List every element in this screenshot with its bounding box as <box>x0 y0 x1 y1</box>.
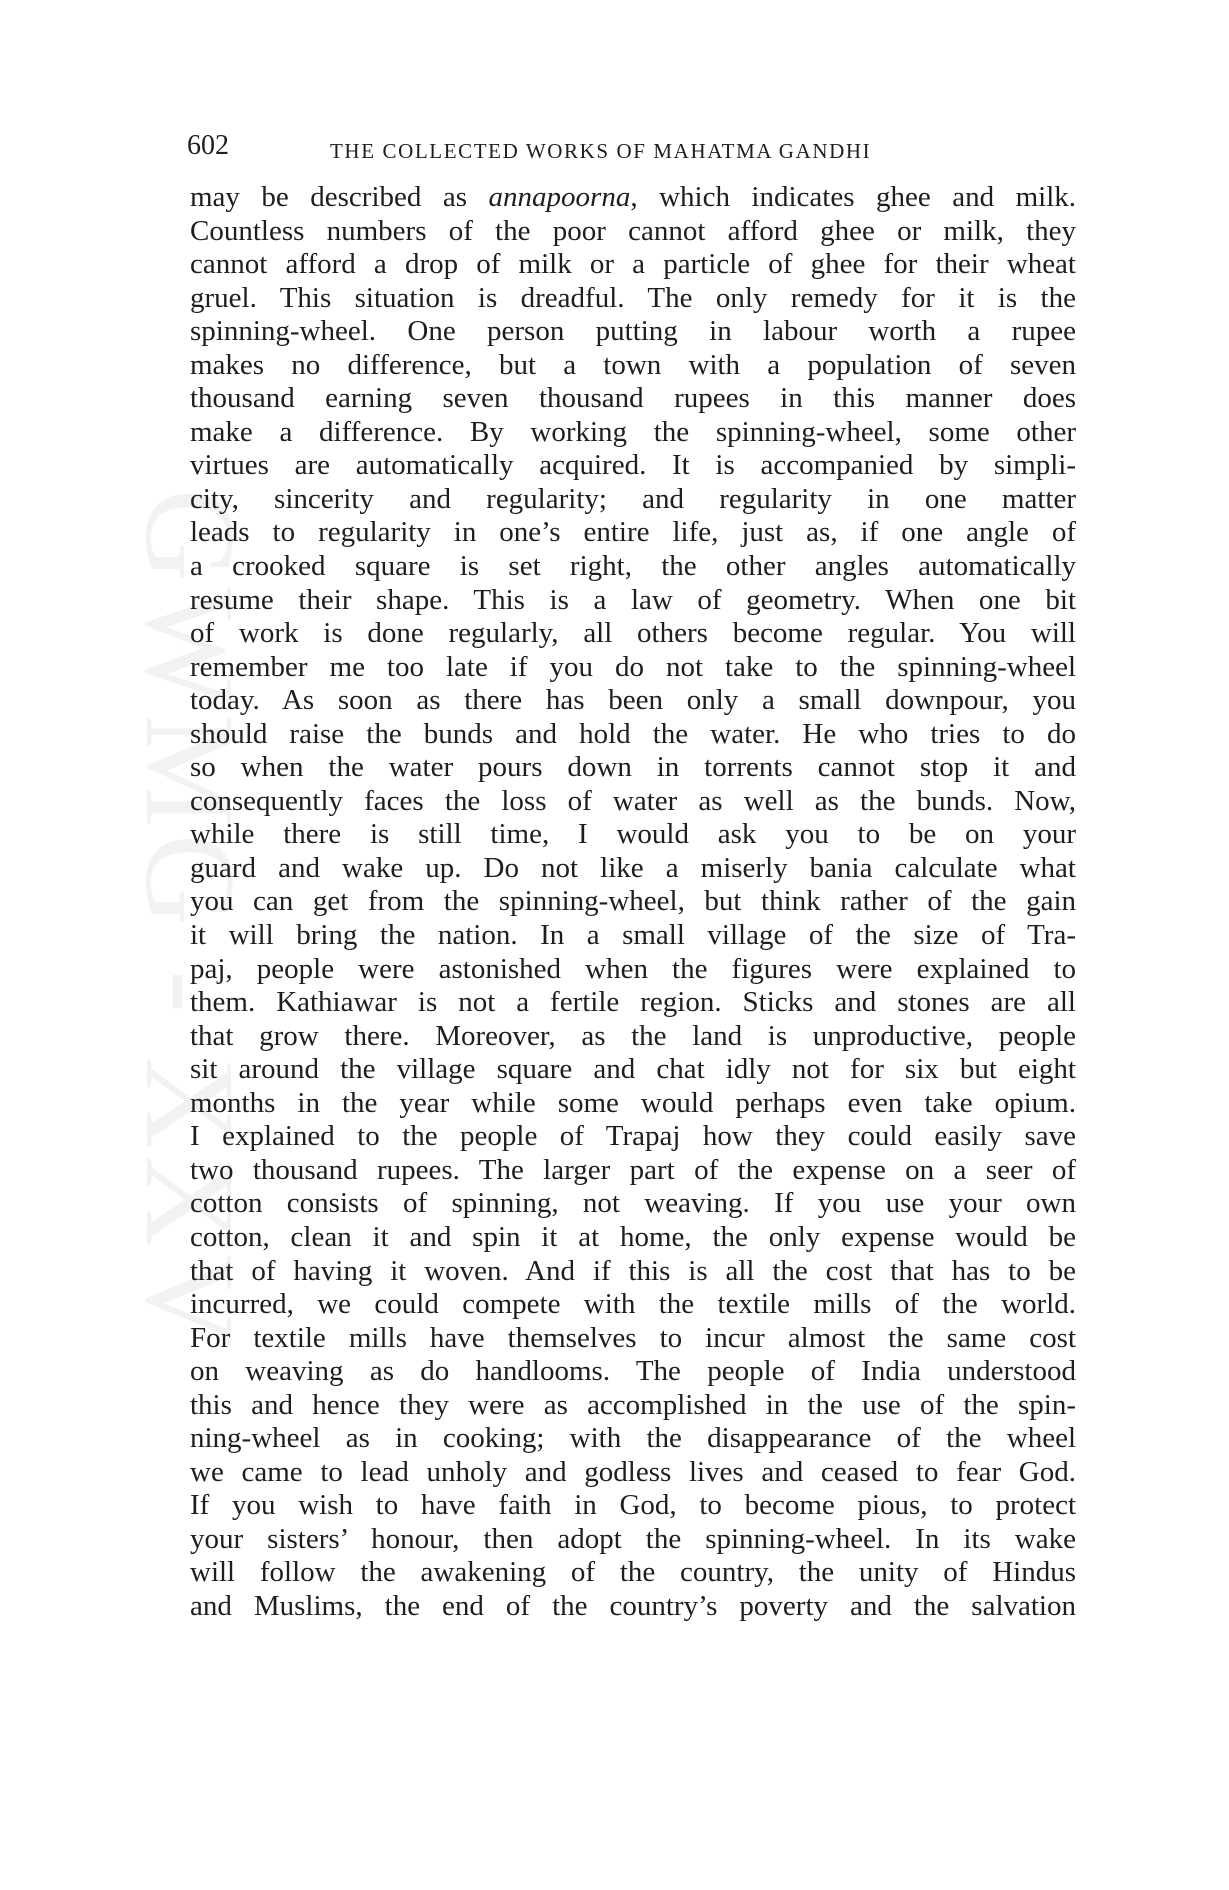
text-line: of work is done regularly, all others become regular. You will <box>190 617 1076 650</box>
text-line: makes no difference, but a town with a population of seven <box>190 348 1076 381</box>
text-line: and Muslims, the end of the country’s poverty and the salvation <box>190 1589 1076 1622</box>
text-line: spinning-wheel. One person putting in labour worth a rupee <box>190 315 1076 348</box>
text-line-part: , which indicates ghee and milk. <box>630 181 1076 213</box>
text-line: I explained to the people of Trapaj how they could easily save <box>190 1120 1076 1153</box>
text-line: it will bring the nation. In a small village of the size of Tra- <box>190 919 1076 952</box>
text-line: Countless numbers of the poor cannot afford ghee or milk, they <box>190 214 1076 247</box>
text-line: If you wish to have faith in God, to become pious, to protect <box>190 1489 1076 1522</box>
page-number: 602 <box>187 130 229 161</box>
text-line: two thousand rupees. The larger part of the expense on a seer of <box>190 1153 1076 1186</box>
text-line: while there is still time, I would ask you to be on your <box>190 818 1076 851</box>
text-line: will follow the awakening of the country, the unity of Hindus <box>190 1556 1076 1589</box>
text-line: that grow there. Moreover, as the land is unproductive, people <box>190 1019 1076 1052</box>
text-line: should raise the bunds and hold the water. He who tries to do <box>190 717 1076 750</box>
watermark-text: GWMG - XXV <box>119 488 262 1352</box>
text-line: a crooked square is set right, the other angles automatically <box>190 550 1076 583</box>
text-line: that of having it woven. And if this is all the cost that has to be <box>190 1254 1076 1287</box>
text-line: gruel. This situation is dreadful. The only remedy for it is the <box>190 281 1076 314</box>
text-line: remember me too late if you do not take to the spinning-wheel <box>190 650 1076 683</box>
text-line: you can get from the spinning-wheel, but think rather of the gain <box>190 885 1076 918</box>
text-line: resume their shape. This is a law of geometry. When one bit <box>190 583 1076 616</box>
italic-term: annapoorna <box>488 181 631 213</box>
text-line: consequently faces the loss of water as well as the bunds. Now, <box>190 784 1076 817</box>
text-line: today. As soon as there has been only a small downpour, you <box>190 684 1076 717</box>
text-line: For textile mills have themselves to incur almost the same cost <box>190 1321 1076 1354</box>
text-line: your sisters’ honour, then adopt the spinning-wheel. In its wake <box>190 1522 1076 1555</box>
text-line: make a difference. By working the spinning-wheel, some other <box>190 415 1076 448</box>
text-line: sit around the village square and chat idly not for six but eight <box>190 1053 1076 1086</box>
running-head: THE COLLECTED WORKS OF MAHATMA GANDHI <box>330 139 872 163</box>
text-line: this and hence they were as accomplished in the use of the spin- <box>190 1388 1076 1421</box>
text-line: paj, people were astonished when the figures were explained to <box>190 952 1076 985</box>
text-line: them. Kathiawar is not a fertile region. Sticks and stones are all <box>190 986 1076 1019</box>
text-line: guard and wake up. Do not like a miserly bania calculate what <box>190 851 1076 884</box>
text-line: months in the year while some would perhaps even take opium. <box>190 1086 1076 1119</box>
text-line: so when the water pours down in torrents cannot stop it and <box>190 751 1076 784</box>
text-line: on weaving as do handlooms. The people of India understood <box>190 1355 1076 1388</box>
text-line <box>190 181 1076 215</box>
text-line: cotton consists of spinning, not weaving. If you use your own <box>190 1187 1076 1220</box>
text-line: cannot afford a drop of milk or a particle of ghee for their wheat <box>190 248 1076 281</box>
text-line: cotton, clean it and spin it at home, the only expense would be <box>190 1220 1076 1253</box>
text-line-part: may be described as <box>190 181 489 213</box>
text-line: thousand earning seven thousand rupees in this manner does <box>190 382 1076 415</box>
text-line: incurred, we could compete with the textile mills of the world. <box>190 1288 1076 1321</box>
text-line: virtues are automatically acquired. It is accompanied by simpli- <box>190 449 1076 482</box>
text-line: ning-wheel as in cooking; with the disappearance of the wheel <box>190 1422 1076 1455</box>
text-line: we came to lead unholy and godless lives and ceased to fear God. <box>190 1455 1076 1488</box>
text-line: leads to regularity in one’s entire life, just as, if one angle of <box>190 516 1076 549</box>
text-line: city, sincerity and regularity; and regularity in one matter <box>190 482 1076 515</box>
page-header <box>187 128 1082 168</box>
body-text <box>190 181 1076 1624</box>
